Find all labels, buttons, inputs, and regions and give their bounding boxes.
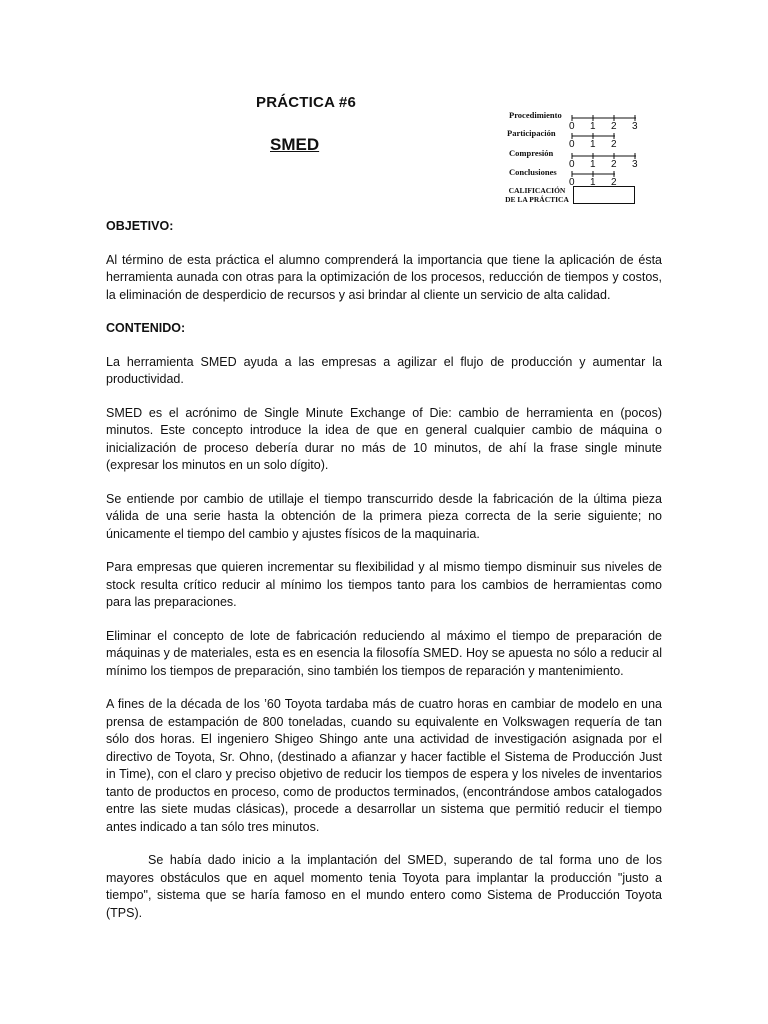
grade-box[interactable]	[573, 186, 635, 204]
contenido-heading: CONTENIDO:	[106, 321, 186, 335]
rubric-label-participacion: Participación	[507, 128, 556, 138]
tick-label: 3	[632, 159, 638, 170]
rubric-label-compresion: Compresión	[509, 148, 554, 158]
tick-label: 0	[569, 139, 575, 150]
content-paragraph: SMED es el acrónimo de Single Minute Exchange of Die: cambio de herramienta en (pocos) minutos. Este concepto introduce la idea de que en general cualquier cambio de máquina o inicialización de proceso debería durar no más de 10 minutos, de ahí la frase single minute (expresar los minutos en un solo dígito).	[106, 405, 662, 472]
content-paragraph: Se entiende por cambio de utillaje el tiempo transcurrido desde la fabricación de la última pieza válida de una serie hasta la obtención de la primera pieza correcta de la serie siguiente; no únicamente el tiempo del cambio y ajustes físicos de la maquinaria.	[106, 491, 662, 541]
tick-label: 2	[611, 139, 617, 150]
grade-label	[505, 186, 569, 204]
practice-subtitle: SMED	[270, 135, 320, 154]
objetivo-heading: OBJETIVO:	[106, 219, 174, 233]
tick-label: 1	[590, 139, 596, 150]
tick-label: 1	[590, 159, 596, 170]
rubric-scale-procedimiento	[569, 112, 642, 132]
content-paragraph: A fines de la década de los ’60 Toyota tardaba más de cuatro horas en cambiar de modelo en una prensa de estampación de 800 toneladas, cuando su equivalente en Volkswagen requería de tan sólo dos horas. El ingeniero Shigeo Shingo ante una actividad de investigación asignada por el directivo de Toyota, Sr. Ohno, (destinado a afianzar y hacer factible el Sistema de Producción Just in Time), con el claro y preciso objetivo de reducir los tiempos de espera y los niveles de inventarios tanto de productos en proceso, como de productos terminados, (encontrándose ambos catalogados entre las siete mudas clásicas), procede a desarrollar un sistema que permitió reducir el tiempo antes indicado a tan sólo tres minutos.	[106, 697, 662, 834]
rubric-scale-conclusiones	[569, 168, 642, 188]
practice-title: PRÁCTICA #6	[256, 94, 356, 111]
grading-rubric	[500, 110, 650, 210]
rubric-label-conclusiones: Conclusiones	[509, 167, 557, 177]
grade-label-line-1: CALIFICACIÓN	[508, 186, 566, 195]
content-paragraph: Para empresas que quieren incrementar su flexibilidad y al mismo tiempo disminuir sus niveles de stock resulta crítico reducir al mínimo los tiempos tanto para los cambios de herramientas como para las preparaciones.	[106, 560, 662, 609]
tick-label: 0	[569, 159, 575, 170]
tick-label: 2	[611, 121, 617, 132]
rubric-scale-participacion	[569, 130, 642, 150]
tick-label: 3	[632, 121, 638, 132]
tick-label: 2	[611, 177, 617, 188]
tick-label: 0	[569, 121, 575, 132]
tick-label: 0	[569, 177, 575, 188]
document-body	[106, 218, 662, 938]
rubric-label-procedimiento: Procedimiento	[509, 110, 562, 120]
tick-label: 2	[611, 159, 617, 170]
tick-label: 1	[590, 177, 596, 188]
tick-label: 1	[590, 121, 596, 132]
content-paragraph: La herramienta SMED ayuda a las empresas a agilizar el flujo de producción y aumentar la productividad.	[106, 354, 662, 386]
objetivo-paragraph: Al término de esta práctica el alumno comprenderá la importancia que tiene la aplicación de ésta herramienta aunada con otras para la optimización de los procesos, reducción de tiempos y costos, la eliminación de desperdicio de recursos y asi brindar al cliente un servicio de alta calidad.	[106, 252, 662, 302]
grade-label-line-2: DE LA PRÁCTICA	[505, 195, 569, 204]
content-paragraph: Eliminar el concepto de lote de fabricación reduciendo al máximo el tiempo de preparación de máquinas y de materiales, esta es en esencia la filosofía SMED. Hoy se apuesta no sólo a reducir al mínimo los tiempos de preparación, sino también los tiempos de reparación y mantenimiento.	[106, 628, 662, 678]
content-paragraph: Se había dado inicio a la implantación del SMED, superando de tal forma uno de los mayores obstáculos que en aquel momento tenia Toyota para implantar la producción "justo a tiempo", sistema que se haría famoso en el mundo entero como Sistema de Producción Toyota (TPS).	[106, 853, 662, 920]
rubric-scale-compresion	[569, 150, 642, 170]
